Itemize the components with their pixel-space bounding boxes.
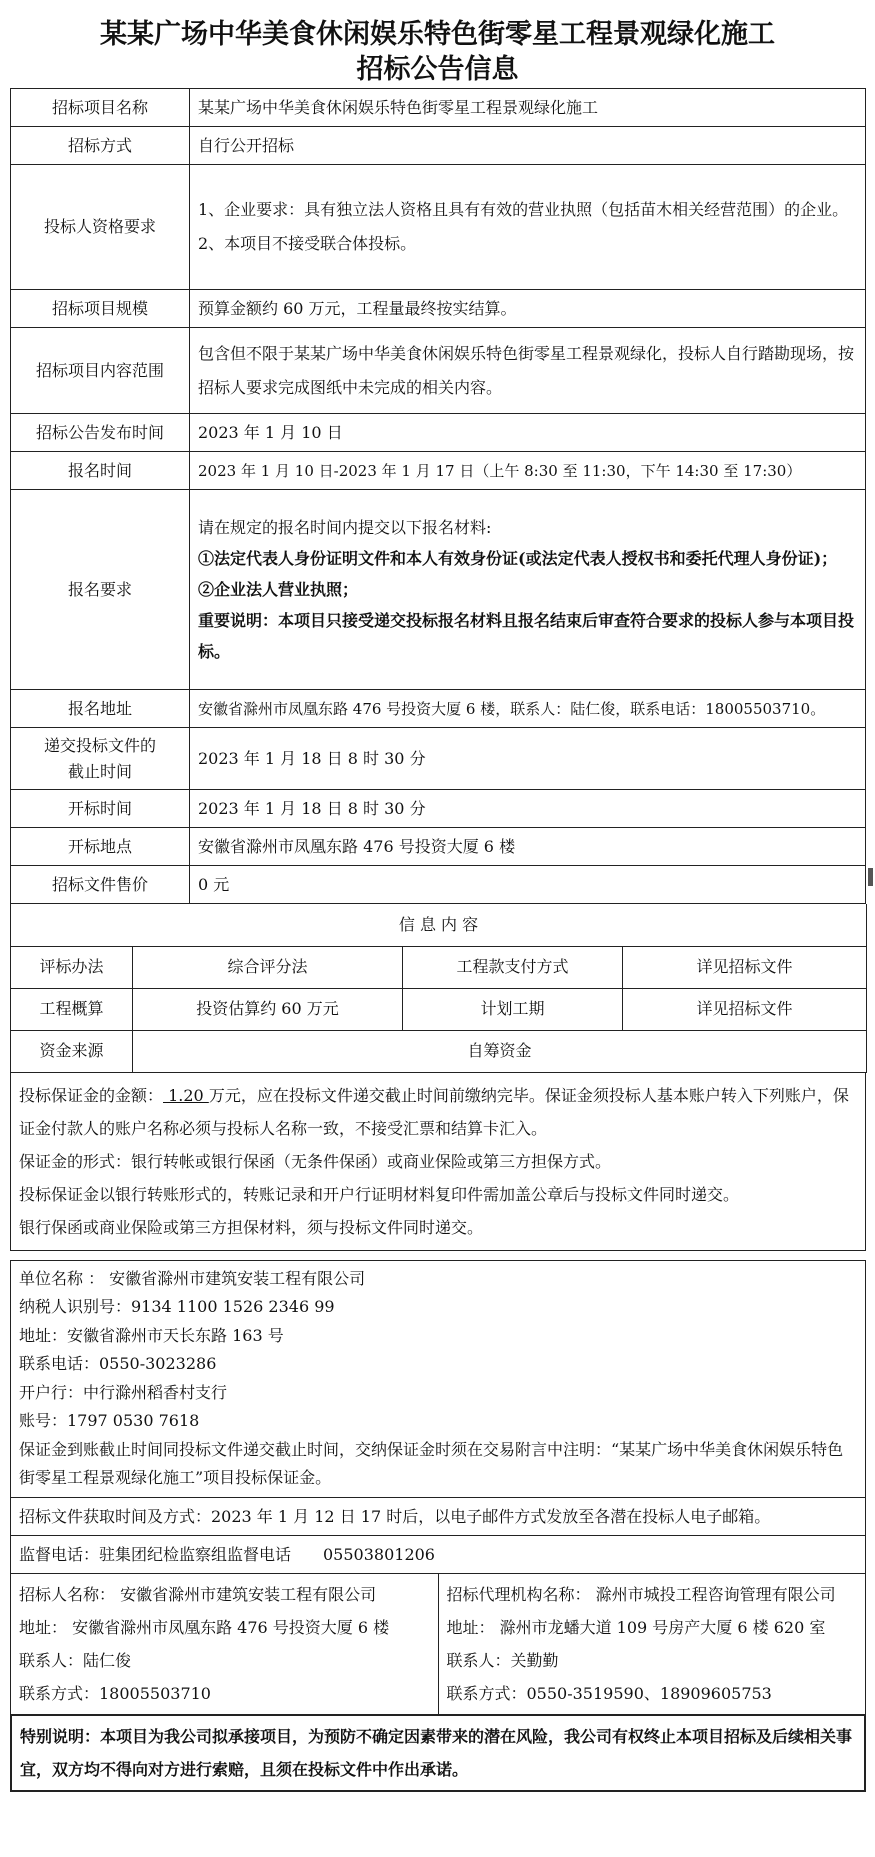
row-value: 某某广场中华美食休闲娱乐特色街零星工程景观绿化施工 — [190, 89, 866, 127]
tenderer-phone: 联系方式：18005503710 — [19, 1683, 211, 1703]
row-value: 安徽省滁州市凤凰东路 476 号投资大厦 6 楼 — [190, 828, 866, 866]
info-heading-row — [11, 904, 867, 946]
announcement-body — [10, 88, 866, 1792]
signup-item-2: ②企业法人营业执照； — [198, 580, 359, 599]
signup-item-1: ①法定代表人身份证明文件和本人有效身份证(或法定代表人授权书和委托代理人身份证)； — [198, 549, 838, 568]
payment-method-label: 工程款支付方式 — [403, 946, 623, 988]
row-value: 自行公开招标 — [190, 127, 866, 165]
row-label: 招标项目名称 — [11, 89, 190, 127]
contacts-section — [10, 1574, 866, 1715]
fund-source-label: 资金来源 — [11, 1030, 133, 1072]
title-line-2: 招标公告信息 — [356, 54, 519, 85]
agency-info — [438, 1574, 866, 1714]
agency-address: 地址： 滁州市龙蟠大道 109 号房产大厦 6 楼 620 室 — [446, 1617, 826, 1637]
period-value: 详见招标文件 — [623, 988, 867, 1030]
deposit-guarantee-note: 银行保函或商业保险或第三方担保材料，须与投标文件同时递交。 — [19, 1217, 484, 1237]
table-row — [11, 828, 866, 866]
deposit-form: 保证金的形式：银行转帐或银行保函（无条件保函）或商业保险或第三方担保方式。 — [19, 1151, 612, 1171]
row-value: 2023 年 1 月 10 日 — [190, 414, 866, 452]
table-row — [11, 988, 867, 1030]
account-unit: 单位名称 ： 安徽省滁州市建筑安装工程有限公司 — [19, 1268, 366, 1288]
row-label: 开标地点 — [11, 828, 190, 866]
signup-intro: 请在规定的报名时间内提交以下报名材料: — [198, 518, 492, 537]
row-value: 0 元 — [190, 866, 866, 904]
row-label: 招标项目内容范围 — [11, 328, 190, 414]
row-label: 报名地址 — [11, 690, 190, 728]
row-label: 开标时间 — [11, 790, 190, 828]
qualification-item-1: 1、企业要求：具有独立法人资格且具有有效的营业执照（包括苗木相关经营范围）的企业。 — [198, 200, 849, 219]
table-row — [11, 690, 866, 728]
row-label: 报名时间 — [11, 452, 190, 490]
row-label-line-1: 递交投标文件的 — [43, 735, 156, 755]
supervise-section: 监督电话：驻集团纪检监察组监督电话 05503801206 — [10, 1536, 866, 1574]
table-row — [11, 127, 866, 165]
page-title — [0, 0, 875, 87]
row-label: 招标公告发布时间 — [11, 414, 190, 452]
qualification-item-2: 2、本项目不接受联合体投标。 — [198, 234, 417, 253]
account-number: 账号：1797 0530 7618 — [19, 1411, 200, 1430]
tenderer-address: 地址： 安徽省滁州市凤凰东路 476 号投资大厦 6 楼 — [19, 1617, 390, 1637]
table-row — [11, 452, 866, 490]
row-value: 2023 年 1 月 18 日 8 时 30 分 — [190, 728, 866, 790]
row-value: 包含但不限于某某广场中华美食休闲娱乐特色街零星工程景观绿化，投标人自行踏勘现场，按招标人要求完成图纸中未完成的相关内容。 — [190, 328, 866, 414]
obtain-section: 招标文件获取时间及方式：2023 年 1 月 12 日 17 时后，以电子邮件方式发放至各潜在投标人电子邮箱。 — [10, 1498, 866, 1536]
account-bank: 开户行：中行滁州稻香村支行 — [19, 1382, 228, 1402]
deposit-section — [10, 1073, 866, 1251]
title-line-1: 某某广场中华美食休闲娱乐特色街零星工程景观绿化施工 — [100, 19, 775, 50]
fund-source-value: 自筹资金 — [133, 1030, 867, 1072]
tenderer-contact: 联系人：陆仁俊 — [19, 1650, 132, 1670]
eval-method-label: 评标办法 — [11, 946, 133, 988]
tenderer-info — [11, 1574, 438, 1714]
row-label: 投标人资格要求 — [11, 165, 190, 290]
account-remark: 保证金到账截止时间同投标文件递交截止时间，交纳保证金时须在交易附言中注明：“某某广场中华美食休闲娱乐特色街零星工程景观绿化施工”项目投标保证金。 — [19, 1439, 844, 1487]
info-heading: 信 息 内 容 — [11, 904, 867, 946]
agency-phone: 联系方式：0550-3519590、18909605753 — [446, 1683, 772, 1703]
eval-method-value: 综合评分法 — [133, 946, 403, 988]
row-value — [190, 165, 866, 290]
row-label — [11, 728, 190, 790]
estimate-value: 投资估算约 60 万元 — [133, 988, 403, 1030]
row-label: 招标方式 — [11, 127, 190, 165]
table-row — [11, 790, 866, 828]
main-table — [10, 88, 866, 904]
table-row — [11, 89, 866, 127]
deposit-amount-suffix: 万元，应在投标文件递交截止时间前缴纳完毕。保证金须投标人基本账户转入下列账户，保证金付款人的账户名称必须与投标人名称一致，不接受汇票和结算卡汇入。 — [19, 1085, 849, 1138]
deposit-amount-paragraph — [19, 1079, 857, 1145]
table-row — [11, 1030, 867, 1072]
row-label: 招标项目规模 — [11, 290, 190, 328]
table-row — [11, 946, 867, 988]
payment-method-value: 详见招标文件 — [623, 946, 867, 988]
account-section — [10, 1260, 866, 1498]
table-row — [11, 328, 866, 414]
row-value: 2023 年 1 月 18 日 8 时 30 分 — [190, 790, 866, 828]
deposit-transfer-note: 投标保证金以银行转账形式的，转账记录和开户行证明材料复印件需加盖公章后与投标文件同时递交。 — [19, 1184, 740, 1204]
row-value — [190, 490, 866, 690]
tenderer-name: 招标人名称： 安徽省滁州市建筑安装工程有限公司 — [19, 1584, 377, 1604]
special-notice: 特别说明：本项目为我公司拟承接项目，为预防不确定因素带来的潜在风险，我公司有权终止本项目招标及后续相关事宜，双方均不得向对方进行索赔，且须在投标文件中作出承诺。 — [10, 1715, 866, 1792]
agency-contact: 联系人：关勤勤 — [446, 1650, 559, 1670]
table-row — [11, 728, 866, 790]
table-row — [11, 165, 866, 290]
row-label-line-2: 截止时间 — [67, 761, 132, 781]
deposit-amount-prefix: 投标保证金的金额： — [19, 1085, 164, 1105]
account-tax-id: 纳税人识别号：9134 1100 1526 2346 99 — [19, 1297, 335, 1316]
info-table — [10, 904, 867, 1073]
table-row — [11, 866, 866, 904]
deposit-amount: 1.20 — [163, 1085, 209, 1105]
row-label: 报名要求 — [11, 490, 190, 690]
account-address: 地址：安徽省滁州市天长东路 163 号 — [19, 1325, 284, 1345]
estimate-label: 工程概算 — [11, 988, 133, 1030]
page-edge-marker — [868, 868, 873, 886]
row-value: 安徽省滁州市凤凰东路 476 号投资大厦 6 楼，联系人：陆仁俊，联系电话：18005503710。 — [190, 690, 866, 728]
account-phone: 联系电话：0550-3023286 — [19, 1354, 217, 1373]
signup-important-note: 重要说明：本项目只接受递交投标报名材料且报名结束后审查符合要求的投标人参与本项目投标。 — [198, 611, 855, 661]
row-value: 2023 年 1 月 10 日-2023 年 1 月 17 日（上午 8:30 至 11:30，下午 14:30 至 17:30） — [190, 452, 866, 490]
table-row — [11, 490, 866, 690]
period-label: 计划工期 — [403, 988, 623, 1030]
table-row — [11, 290, 866, 328]
row-value: 预算金额约 60 万元，工程量最终按实结算。 — [190, 290, 866, 328]
row-label: 招标文件售价 — [11, 866, 190, 904]
agency-name: 招标代理机构名称： 滁州市城投工程咨询管理有限公司 — [446, 1584, 836, 1604]
table-row — [11, 414, 866, 452]
